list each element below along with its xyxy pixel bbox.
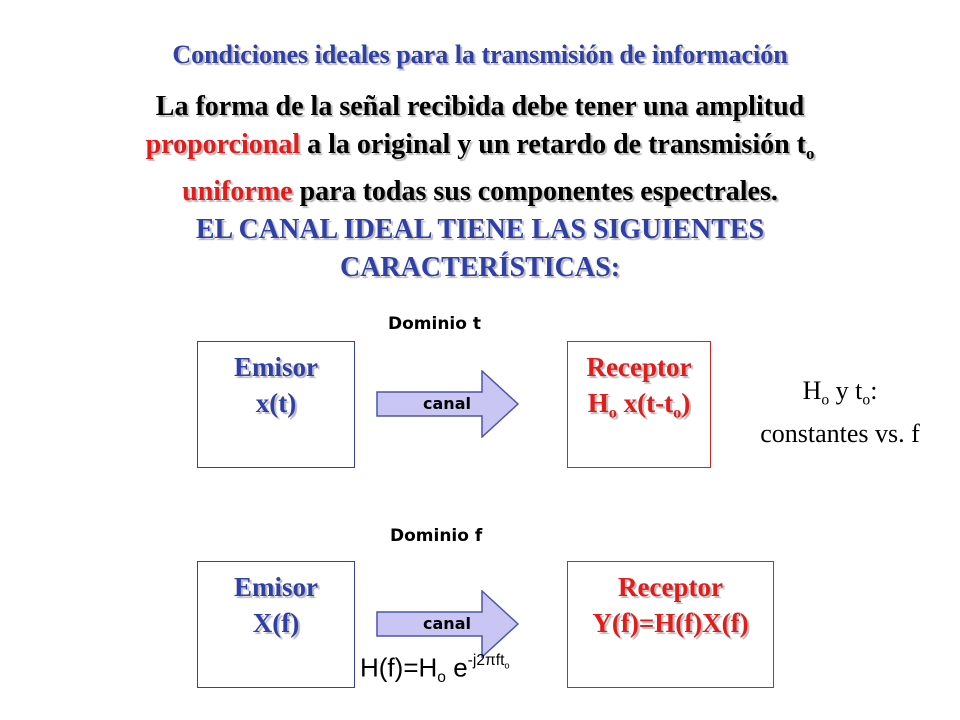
receptor-box-freq — [567, 561, 774, 688]
paragraph-line-4: EL CANAL IDEAL TIENE LAS SIGUIENTES — [195, 213, 765, 245]
receptor-signal: Y(f)=H(f)X(f) — [592, 608, 749, 638]
emisor-title: Emisor — [234, 352, 318, 382]
constants-note-line-1: $H_o$ y $t_o$: — [802, 376, 878, 409]
paragraph-line-3: uniforme para todas sus componentes espectrales. — [182, 175, 778, 207]
emisor-box-time — [197, 341, 355, 468]
domain-f-label: Dominio f — [390, 526, 483, 546]
highlight-uniforme: uniforme — [182, 175, 293, 207]
slide-title: Condiciones ideales para la transmisión de información — [172, 40, 788, 69]
canal-label-freq: canal — [423, 614, 471, 633]
receptor-title: Receptor — [586, 352, 692, 382]
canal-label-time: canal — [423, 394, 471, 413]
paragraph-line-2: proporcional a la original y un retardo de transmisión $t_o$ — [145, 129, 815, 163]
emisor-signal: x(t) — [255, 388, 297, 418]
receptor-signal: $H_o$ $x(t-t_o)$ — [587, 388, 691, 422]
emisor-signal: X(f) — [252, 608, 300, 638]
receptor-box-time — [567, 341, 711, 468]
receptor-title: Receptor — [618, 572, 723, 602]
constants-note — [722, 374, 958, 451]
description-paragraph — [40, 88, 920, 287]
paragraph-line-1: La forma de la señal recibida debe tener una amplitud — [155, 91, 805, 122]
transfer-function: $H(f)=H_o$ $e^{-j2\pi ft_o}$ — [360, 652, 510, 687]
paragraph-line-5: CARACTERÍSTICAS: — [339, 251, 621, 283]
highlight-proporcional: proporcional — [145, 129, 301, 160]
emisor-title: Emisor — [234, 572, 318, 602]
emisor-box-freq — [197, 561, 355, 688]
domain-t-label: Dominio t — [388, 314, 481, 334]
constants-note-line-2: constantes vs. f — [760, 419, 920, 449]
